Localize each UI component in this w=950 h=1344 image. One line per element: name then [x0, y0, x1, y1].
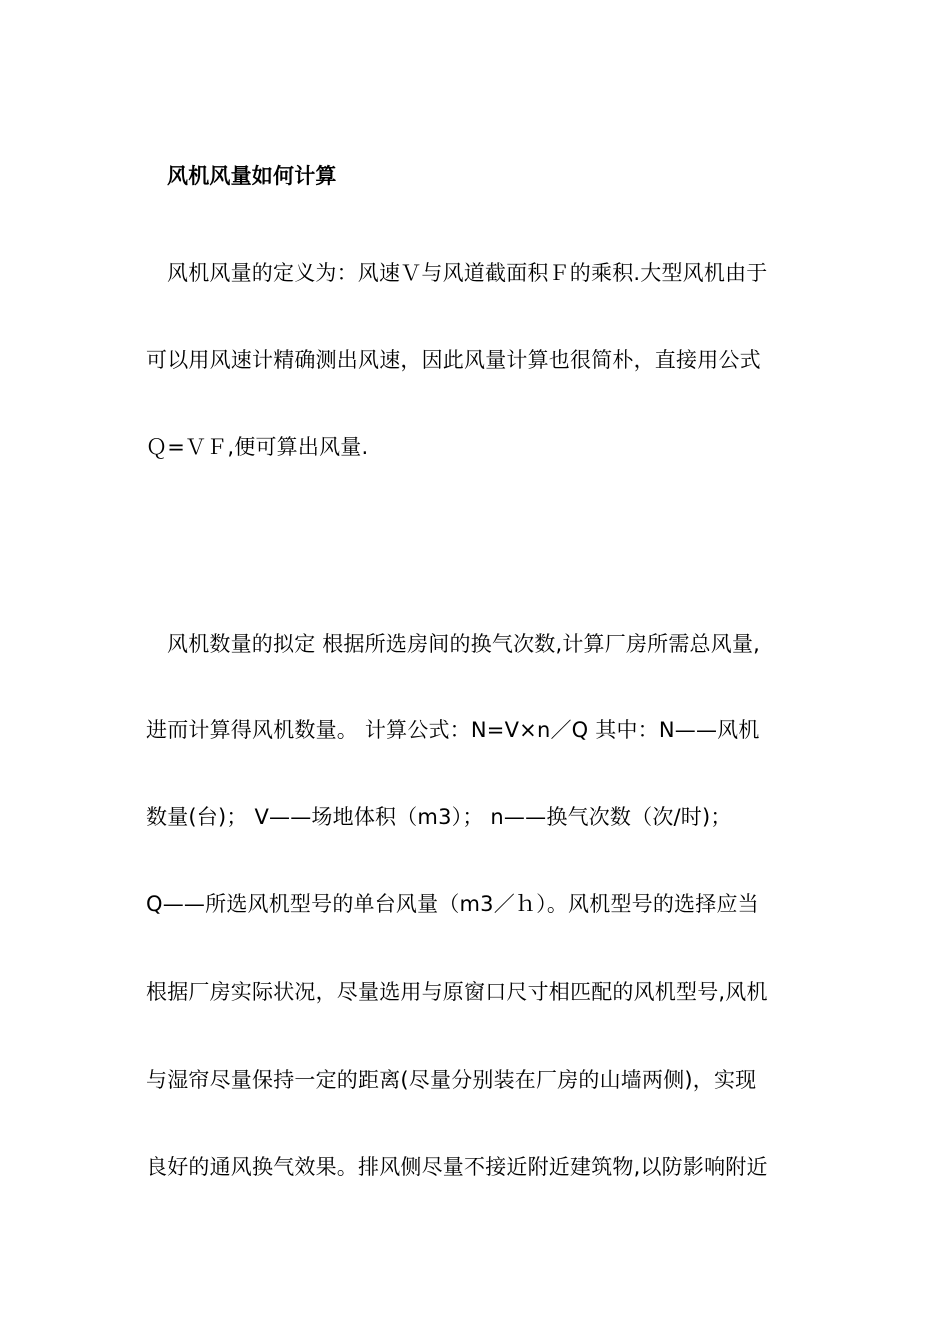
paragraph-1-line-1: 风机风量的定义为：风速Ｖ与风道截面积Ｆ的乘积.大型风机由于: [167, 261, 768, 285]
paragraph-1-line-3: Ｑ=ＶＦ,便可算出风量.: [146, 435, 369, 459]
paragraph-2-line-1: 风机数量的拟定 根据所选房间的换气次数,计算厂房所需总风量,: [167, 632, 761, 656]
paragraph-2-line-4: Q——所选风机型号的单台风量（m3／ｈ）。风机型号的选择应当: [146, 892, 759, 916]
paragraph-2-line-7: 良好的通风换气效果。排风侧尽量不接近附近建筑物,以防影响附近: [146, 1155, 768, 1179]
paragraph-2-line-3: 数量(台)； V——场地体积（m3）； n——换气次数（次/时)；: [146, 805, 732, 829]
paragraph-2-line-5: 根据厂房实际状况，尽量选用与原窗口尺寸相匹配的风机型号,风机: [146, 980, 768, 1004]
paragraph-1-line-2: 可以用风速计精确测出风速，因此风量计算也很简朴，直接用公式: [146, 348, 761, 372]
paragraph-2-line-6: 与湿帘尽量保持一定的距离(尽量分别装在厂房的山墙两侧)，实现: [146, 1068, 757, 1092]
paragraph-2-line-2: 进而计算得风机数量。 计算公式：N=V×n／Q 其中：N——风机: [146, 718, 760, 742]
document-title: 风机风量如何计算: [167, 164, 337, 188]
